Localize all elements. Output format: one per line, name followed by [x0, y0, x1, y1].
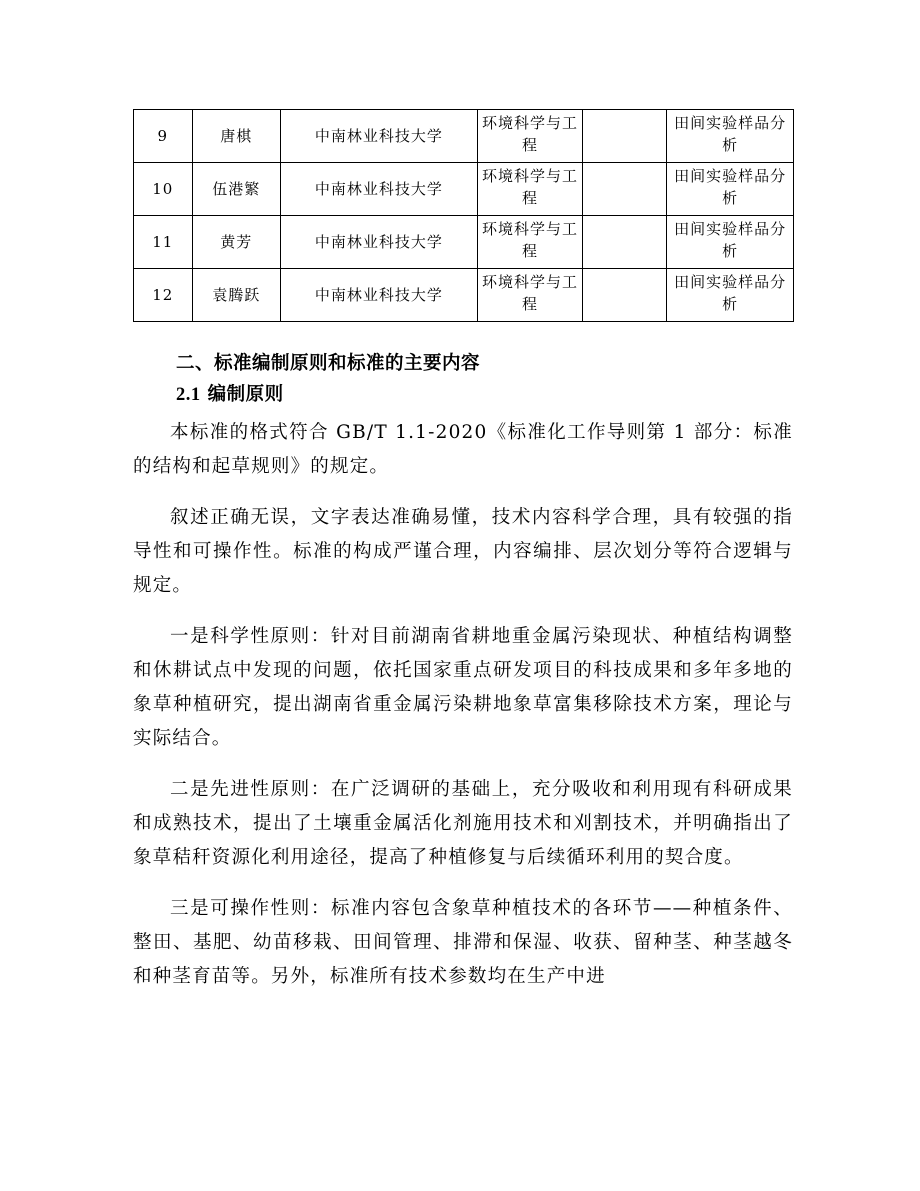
subsection-heading [176, 380, 284, 406]
member-task: 田间实验样品分析 [667, 163, 794, 216]
table-row [134, 216, 794, 269]
row-number: 9 [134, 110, 193, 163]
member-title [583, 269, 667, 322]
row-number: 11 [134, 216, 193, 269]
row-number: 12 [134, 269, 193, 322]
paragraph-scientific: 一是科学性原则：针对目前湖南省耕地重金属污染现状、种植结构调整和休耕试点中发现的问题，依托国家重点研发项目的科技成果和多年多地的象草种植研究，提出湖南省重金属污染耕地象草富集移除技术方案，理论与实际结合。 [133, 626, 793, 749]
paragraph-operability: 三是可操作性则：标准内容包含象草种植技术的各环节——种植条件、整田、基肥、幼苗移栽、田间管理、排滞和保湿、收获、留种茎、种茎越冬和种茎育苗等。另外，标准所有技术参数均在生产中进 [133, 898, 793, 987]
member-name: 黄芳 [192, 216, 280, 269]
member-title [583, 110, 667, 163]
table-row [134, 110, 794, 163]
member-task: 田间实验样品分析 [667, 216, 794, 269]
member-major: 环境科学与工程 [477, 216, 582, 269]
member-task: 田间实验样品分析 [667, 110, 794, 163]
paragraph-advanced: 二是先进性原则：在广泛调研的基础上，充分吸收和利用现有科研成果和成熟技术，提出了土壤重金属活化剂施用技术和刈割技术，并明确指出了象草秸秆资源化利用途径，提高了种植修复与后续循环利用的契合度。 [133, 779, 793, 868]
section-heading: 二、标准编制原则和标准的主要内容 [176, 353, 481, 374]
paragraph-quality: 叙述正确无误，文字表达准确易懂，技术内容科学合理，具有较强的指导性和可操作性。标准的构成严谨合理，内容编排、层次划分等符合逻辑与规定。 [133, 507, 793, 596]
member-major: 环境科学与工程 [477, 163, 582, 216]
member-name: 伍港繁 [192, 163, 280, 216]
member-major: 环境科学与工程 [477, 110, 582, 163]
member-task: 田间实验样品分析 [667, 269, 794, 322]
member-unit: 中南林业科技大学 [280, 269, 477, 322]
subsection-number: 2.1 [176, 385, 201, 405]
member-name: 唐棋 [192, 110, 280, 163]
member-title [583, 163, 667, 216]
table-row [134, 163, 794, 216]
member-name: 袁腾跃 [192, 269, 280, 322]
subsection-title: 编制原则 [207, 384, 284, 405]
row-number: 10 [134, 163, 193, 216]
paragraph-format: 本标准的格式符合 GB/T 1.1-2020《标准化工作导则第 1 部分：标准的结构和起草规则》的规定。 [133, 422, 793, 477]
member-unit: 中南林业科技大学 [280, 110, 477, 163]
table-row [134, 269, 794, 322]
member-unit: 中南林业科技大学 [280, 163, 477, 216]
member-unit: 中南林业科技大学 [280, 216, 477, 269]
members-table [133, 109, 794, 322]
member-title [583, 216, 667, 269]
body-text [133, 416, 793, 994]
member-major: 环境科学与工程 [477, 269, 582, 322]
